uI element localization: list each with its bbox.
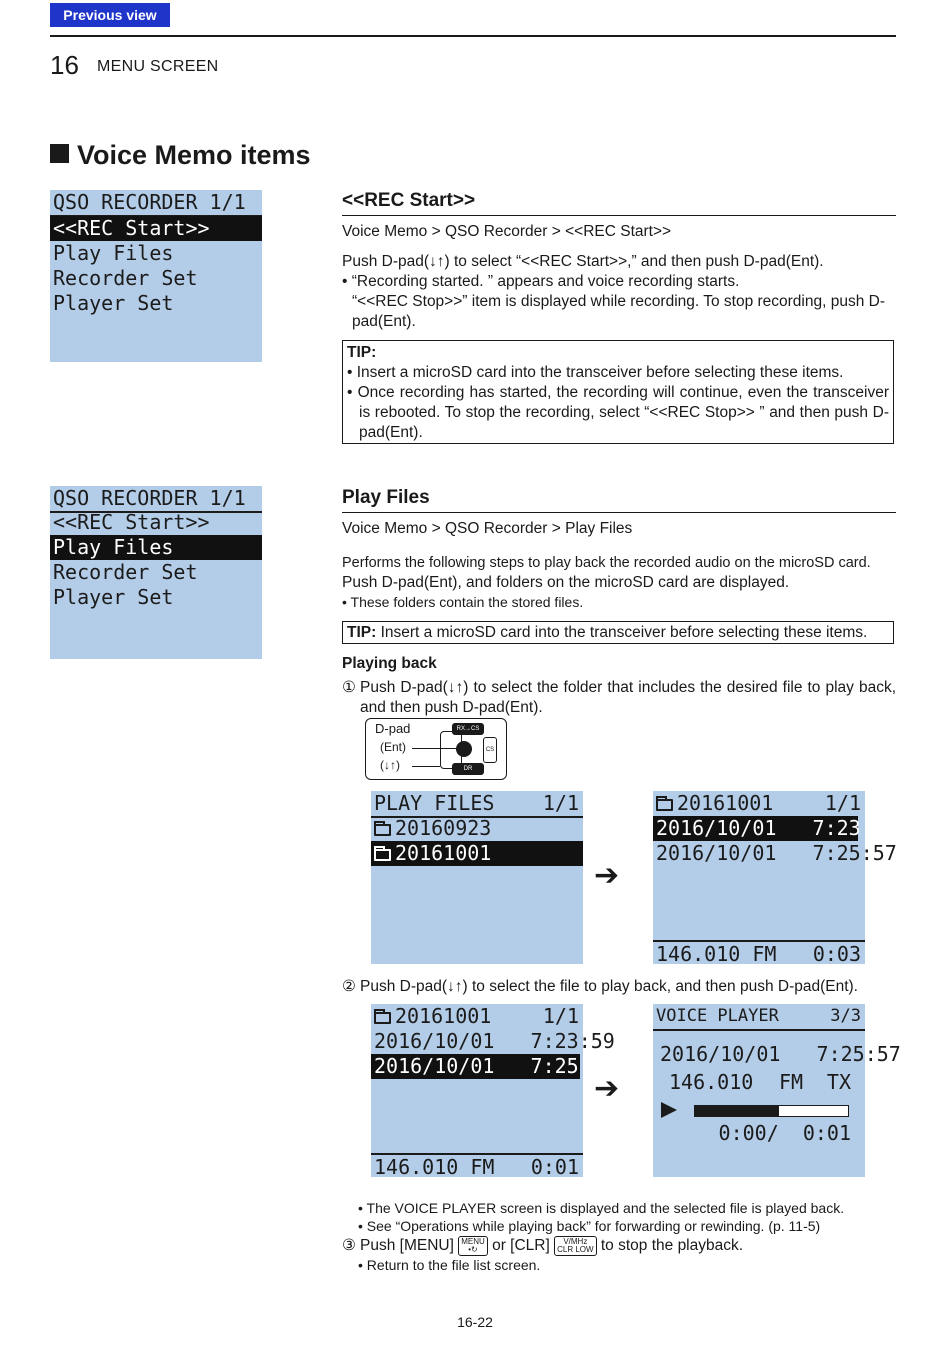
right-arrow-icon: ➔ xyxy=(594,1072,620,1105)
dpad-updown-label: (↓↑) xyxy=(380,758,400,772)
lcd-title-text: 20161001 xyxy=(395,1004,492,1028)
lcd-play-files-list xyxy=(371,791,583,964)
tip-item: • Once recording has started, the recording will continue, even the transceiver is rebooted. To stop the recording, select “<<REC Stop>> ” and then push D-pad(Ent). xyxy=(347,384,889,441)
lcd-title-text: 20161001 xyxy=(677,791,774,815)
lcd-tx: TX xyxy=(826,1070,851,1094)
tip-text: Insert a microSD card into the transceiver before selecting these items. xyxy=(376,624,868,641)
lcd-page: 3/3 xyxy=(830,1006,861,1026)
lcd-title xyxy=(653,1004,865,1031)
key-bottom: CLR LOW xyxy=(557,1245,594,1254)
lcd-folder-file-list xyxy=(653,791,897,966)
lcd-menu-item: Player Set xyxy=(53,585,174,609)
lcd-title-text: VOICE PLAYER xyxy=(656,1006,779,1026)
rec-start-tip-box xyxy=(342,340,894,444)
section-title: Voice Memo items xyxy=(77,140,311,170)
rec-start-path: Voice Memo > QSO Recorder > <<REC Start>> xyxy=(342,223,672,240)
lcd-title-text: PLAY FILES xyxy=(374,791,495,815)
leader-line xyxy=(412,766,440,767)
lcd-folder-file-list xyxy=(371,1004,615,1179)
lcd-folder-row xyxy=(371,841,583,866)
play-files-heading: Play Files xyxy=(342,487,430,508)
lcd-time: 0:01 xyxy=(530,1155,579,1179)
lcd-page: 1/1 xyxy=(824,791,861,815)
after-bullet: • The VOICE PLAYER screen is displayed and the selected file is played back. xyxy=(358,1200,845,1216)
rec-start-bullet-cont: “<<REC Stop>>” item is displayed while recording. To stop recording, push D-pad(Ent). xyxy=(352,293,886,330)
lcd-file-row: 2016/10/01 7:25:57 xyxy=(371,1054,580,1079)
lcd-file-row: 2016/10/01 7:23:59 xyxy=(374,1029,615,1053)
clr-key-icon xyxy=(554,1236,596,1256)
rec-start-instruction: Push D-pad(↓↑) to select “<<REC Start>>,” and then push D-pad(Ent). xyxy=(342,253,824,270)
playback-progress-fill xyxy=(695,1106,779,1116)
lcd-status-row xyxy=(371,1153,583,1179)
lcd-qso-recorder-rec-start xyxy=(50,190,262,362)
menu-key-icon xyxy=(458,1236,488,1256)
lcd-time: 0:03 xyxy=(812,942,861,966)
dpad-diagram xyxy=(365,718,507,780)
key-bottom: •↻ xyxy=(468,1245,478,1254)
section-heading xyxy=(50,140,311,171)
chapter-title: MENU SCREEN xyxy=(97,58,219,75)
folder-icon xyxy=(374,824,391,836)
play-files-bullet: • These folders contain the stored files. xyxy=(342,594,584,610)
step-text: Push D-pad(↓↑) to select the file to play back, and then push D-pad(Ent). xyxy=(360,978,858,995)
chapter-number: 16 xyxy=(50,50,79,80)
rec-start-bullet: • “Recording started. ” appears and voice recording starts. xyxy=(342,273,740,290)
step-text: Push [MENU] xyxy=(360,1237,454,1255)
dpad-ent-label: (Ent) xyxy=(380,740,407,754)
folder-name: 20161001 xyxy=(395,841,492,865)
lcd-frequency: 146.010 xyxy=(669,1070,754,1094)
folder-icon xyxy=(374,1012,391,1024)
lcd-menu-item: Recorder Set xyxy=(53,560,198,584)
lcd-title xyxy=(653,791,865,816)
square-bullet-icon xyxy=(50,144,69,163)
lcd-elapsed: 0:00/ 0:01 xyxy=(718,1121,851,1145)
lcd-file-row: 2016/10/01 7:25:57 xyxy=(656,841,897,865)
step-3 xyxy=(342,1236,896,1256)
lcd-voice-player xyxy=(653,1004,901,1177)
folder-name: 20160923 xyxy=(395,816,492,840)
step-number: ② xyxy=(342,978,356,995)
lcd-page: 1/1 xyxy=(542,1004,579,1028)
step-text: to stop the playback. xyxy=(600,1237,744,1255)
lcd-qso-recorder-play-files xyxy=(50,486,262,659)
lcd-menu-item: Player Set xyxy=(53,291,174,315)
dpad-center-button-icon xyxy=(456,741,472,757)
lcd-folder-row xyxy=(371,816,583,841)
lcd-frequency: 146.010 FM xyxy=(374,1155,495,1179)
dpad-bottom-key: DR xyxy=(452,763,484,775)
step-1 xyxy=(342,678,896,718)
lcd-freq-row xyxy=(653,1070,865,1095)
tip-item: • Insert a microSD card into the transceiver before selecting these items. xyxy=(347,364,844,381)
lcd-title xyxy=(371,791,583,818)
previous-view-button[interactable]: Previous view xyxy=(50,3,170,27)
lcd-status-row xyxy=(653,940,865,966)
lcd-menu-item: Recorder Set xyxy=(53,266,198,290)
right-arrow-icon: ➔ xyxy=(594,859,620,892)
lcd-frequency: 146.010 FM xyxy=(656,942,777,966)
tip-label: TIP: xyxy=(347,344,377,361)
lcd-datetime: 2016/10/01 7:25:57 xyxy=(660,1042,901,1066)
lcd-menu-item: <<REC Start>> xyxy=(53,510,210,534)
step-text: or [CLR] xyxy=(492,1237,550,1255)
lcd-file-row: 2016/10/01 7:23:59 xyxy=(653,816,858,841)
tip-label: TIP: xyxy=(347,624,377,641)
step-text: Push D-pad(↓↑) to select the folder that includes the desired file to play back, and then push D-pad(Ent). xyxy=(360,679,896,716)
play-files-instruction: Push D-pad(Ent), and folders on the microSD card are displayed. xyxy=(342,574,790,591)
folder-icon xyxy=(374,849,391,861)
rec-start-heading: <<REC Start>> xyxy=(342,190,476,211)
step-number: ③ xyxy=(342,1237,356,1254)
dpad-top-key: RX→CS xyxy=(452,723,484,735)
playback-progress-bar xyxy=(694,1105,849,1117)
header-rule xyxy=(50,35,896,37)
step-number: ① xyxy=(342,679,356,696)
after-bullet: • See “Operations while playing back” for forwarding or rewinding. (p. 11-5) xyxy=(358,1218,821,1234)
lcd-menu-item: Play Files xyxy=(50,535,262,560)
play-files-desc: Performs the following steps to play back the recorded audio on the microSD card. xyxy=(342,555,871,571)
play-icon xyxy=(661,1102,677,1118)
play-files-path: Voice Memo > QSO Recorder > Play Files xyxy=(342,520,633,537)
dpad-label: D-pad xyxy=(375,721,411,736)
play-files-tip-box xyxy=(342,621,894,644)
key-top: V/MHz xyxy=(563,1237,588,1246)
page-number: 16-22 xyxy=(457,1314,493,1330)
lcd-page: 1/1 xyxy=(542,791,579,815)
lcd-title: QSO RECORDER 1/1 xyxy=(50,486,262,513)
lcd-title: QSO RECORDER 1/1 xyxy=(50,190,262,217)
dpad-side-key: CS xyxy=(483,737,497,763)
rec-start-rule xyxy=(342,215,896,216)
step-2 xyxy=(342,977,896,997)
play-files-rule xyxy=(342,512,896,513)
playing-back-heading: Playing back xyxy=(342,655,437,672)
lcd-mode: FM xyxy=(779,1070,804,1094)
lcd-menu-item: <<REC Start>> xyxy=(50,216,262,241)
key-top: MENU xyxy=(461,1237,485,1246)
folder-icon xyxy=(656,799,673,811)
lcd-title xyxy=(371,1004,583,1029)
lcd-menu-item: Play Files xyxy=(53,241,174,265)
after-bullet: • Return to the file list screen. xyxy=(358,1257,541,1273)
